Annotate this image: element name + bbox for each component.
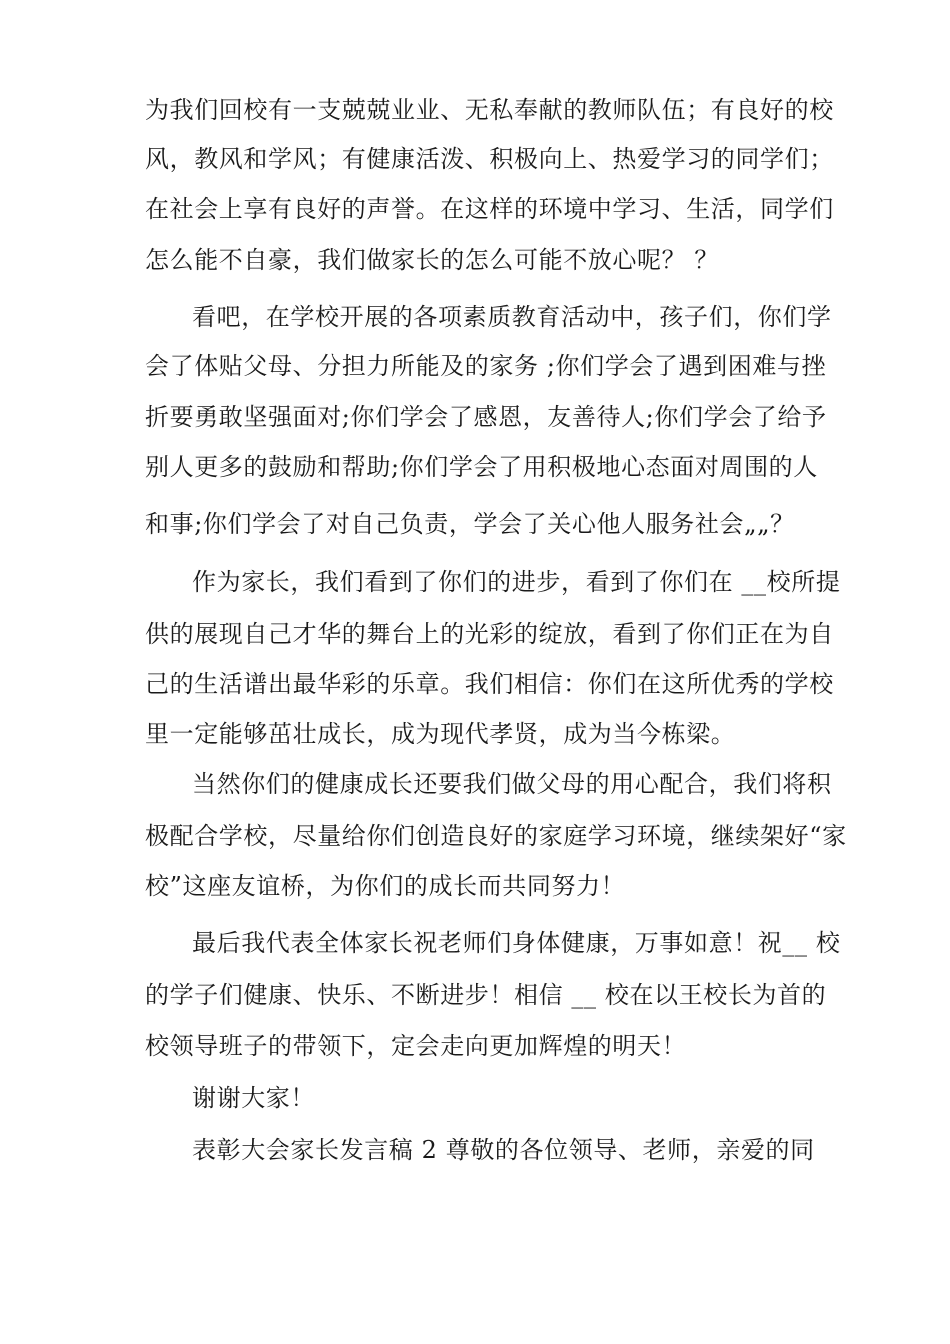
paragraph-first-line: 看吧，在学校开展的各项素质教育活动中，孩子们，你们学 xyxy=(192,303,832,331)
paragraph-line: 的学子们健康、快乐、不断进步！相信 __ 校在以王校长为首的 xyxy=(145,981,827,1009)
paragraph-line: 和事;你们学会了对自己负责，学会了关心他人服务社会„„？ xyxy=(145,510,795,538)
paragraph-first-line: 最后我代表全体家长祝老师们身体健康，万事如意！祝__ 校 xyxy=(192,929,841,957)
paragraph-first-line: 表彰大会家长发言稿 2 尊敬的各位领导、老师，亲爱的同 xyxy=(192,1136,815,1164)
paragraph-line: 极配合学校，尽量给你们创造良好的家庭学习环境，继续架好“家 xyxy=(145,822,847,850)
paragraph-first-line: 当然你们的健康成长还要我们做父母的用心配合，我们将积 xyxy=(192,770,832,798)
paragraph-line: 校”这座友谊桥，为你们的成长而共同努力！ xyxy=(145,872,626,900)
paragraph-line: 折要勇敢坚强面对;你们学会了感恩，友善待人;你们学会了给予 xyxy=(145,403,827,431)
paragraph-line: 校领导班子的带领下，定会走向更加辉煌的明天！ xyxy=(145,1032,687,1060)
paragraph-line: 供的展现自己才华的舞台上的光彩的绽放，看到了你们正在为自 xyxy=(145,620,834,648)
paragraph-line: 风，教风和学风；有健康活泼、积极向上、热爱学习的同学们； xyxy=(145,145,834,173)
paragraph-first-line: 谢谢大家！ xyxy=(192,1084,315,1112)
paragraph-line: 怎么能不自豪，我们做家长的怎么可能不放心呢？ ？ xyxy=(145,246,720,274)
paragraph-line: 别人更多的鼓励和帮助;你们学会了用积极地心态面对周围的人 xyxy=(145,453,818,481)
paragraph-line: 会了体贴父母、分担力所能及的家务 ;你们学会了遇到困难与挫 xyxy=(145,352,827,380)
paragraph-line: 里一定能够茁壮成长，成为现代孝贤，成为当今栋梁。 xyxy=(145,720,736,748)
paragraph-line: 己的生活谱出最华彩的乐章。我们相信：你们在这所优秀的学校 xyxy=(145,670,834,698)
paragraph-line: 在社会上享有良好的声誉。在这样的环境中学习、生活，同学们 xyxy=(145,195,834,223)
paragraph-first-line: 作为家长，我们看到了你们的进步，看到了你们在 __校所提 xyxy=(192,568,841,596)
paragraph-line: 为我们回校有一支兢兢业业、无私奉献的教师队伍；有良好的校 xyxy=(145,96,834,124)
